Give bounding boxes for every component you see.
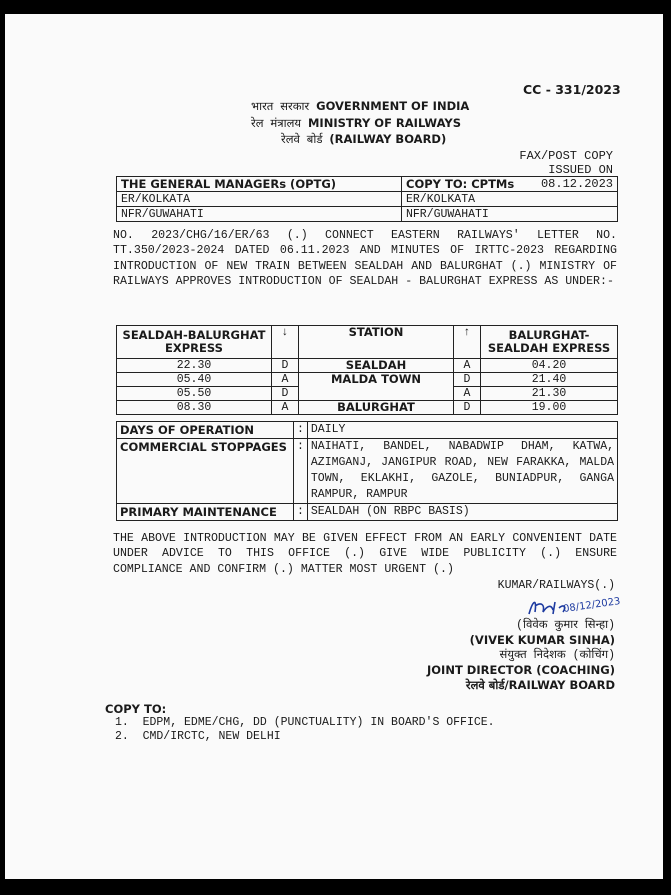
up-arrow-icon: ↑	[454, 326, 481, 359]
copy-cell: ER/KOLKATA	[402, 192, 618, 207]
ministry-english: MINISTRY OF RAILWAYS	[307, 115, 461, 130]
to-cell: ER/KOLKATA	[117, 192, 402, 207]
table-row	[117, 373, 618, 387]
copy-cell: NFR/GUWAHATI	[402, 207, 618, 222]
signature-block	[415, 596, 615, 693]
down-time: 08.30	[117, 401, 272, 415]
telegraphic-address: KUMAR/RAILWAYS(.)	[497, 579, 615, 592]
schedule-header-down-train: SEALDAH-BALURGHAT EXPRESS	[117, 326, 272, 359]
up-time: 04.20	[481, 359, 618, 373]
colon: :	[294, 439, 308, 504]
designation-hindi: संयुक्त निदेशक (कोचिंग)	[499, 649, 615, 662]
up-time: 21.30	[481, 387, 618, 401]
schedule-header-station: STATION	[299, 326, 454, 359]
office-name: रेलवे बोर्ड/RAILWAY BOARD	[465, 678, 615, 692]
table-row	[117, 422, 618, 439]
up-code: D	[454, 401, 481, 415]
document-page	[5, 14, 663, 879]
station-name: BALURGHAT	[299, 401, 454, 415]
table-row	[117, 439, 618, 504]
table-row	[117, 504, 618, 521]
copy-heading: COPY TO: CPTMs	[402, 177, 618, 192]
colon: :	[294, 422, 308, 439]
board-english: (RAILWAY BOARD)	[329, 132, 447, 146]
down-code: A	[272, 373, 299, 387]
down-time: 05.40	[117, 373, 272, 387]
up-code: A	[454, 359, 481, 373]
down-code: D	[272, 359, 299, 373]
gov-english: GOVERNMENT OF INDIA	[316, 99, 470, 113]
schedule-table	[116, 325, 618, 415]
table-row	[117, 401, 618, 415]
address-table	[116, 176, 618, 222]
signatory-name: (VIVEK KUMAR SINHA)	[469, 633, 615, 647]
designation: JOINT DIRECTOR (COACHING)	[427, 663, 615, 677]
up-code: D	[454, 373, 481, 387]
days-label: DAYS OF OPERATION	[117, 422, 294, 439]
maintenance-value: SEALDAH (ON RBPC BASIS)	[307, 504, 617, 521]
table-row	[117, 359, 618, 373]
letter-body: NO. 2023/CHG/16/ER/63 (.) CONNECT EASTERN RAILWAYS' LETTER NO. TT.350/2023-2024 DATED 06.11.2023 AND MINUTES OF IRTTC-2023 REGARDING INTRODUCTION OF NEW TRAIN BETWEEN SEALDAH AND BALURGHAT (.) MINISTRY OF RAILWAYS APPROVES INTRODUCTION OF SEALDAH - BALURGHAT EXPRESS AS UNDER:-	[113, 229, 617, 288]
list-item: 2. CMD/IRCTC, NEW DELHI	[115, 730, 281, 743]
signatory-name-hindi: (विवेक कुमार सिन्हा)	[516, 619, 615, 632]
down-time: 22.30	[117, 359, 272, 373]
board-hindi: रेलवे बोर्ड	[281, 134, 323, 147]
copy-to-section	[105, 702, 495, 744]
up-time: 21.40	[481, 373, 618, 387]
up-code: A	[454, 387, 481, 401]
reference-number: CC - 331/2023	[523, 82, 621, 97]
colon: :	[294, 504, 308, 521]
stoppages-label: COMMERCIAL STOPPAGES	[117, 439, 294, 504]
station-name: MALDA TOWN	[299, 373, 454, 401]
copy-to-heading: COPY TO:	[105, 702, 167, 716]
fax-label: FAX/POST COPY	[519, 149, 613, 163]
days-value: DAILY	[307, 422, 617, 439]
operation-details-table	[116, 421, 618, 521]
issued-date: ISSUED ON 08.12.2023	[540, 163, 613, 191]
gov-hindi: भारत सरकार	[251, 101, 310, 114]
schedule-header-up-train: BALURGHAT-SEALDAH EXPRESS	[481, 326, 618, 359]
letterhead	[251, 99, 469, 149]
up-time: 19.00	[481, 401, 618, 415]
down-arrow-icon: ↓	[272, 326, 299, 359]
down-time: 05.50	[117, 387, 272, 401]
ministry-hindi: रेल मंत्रालय	[251, 117, 302, 131]
signature-date: 08/12/2023	[562, 596, 622, 615]
down-code: A	[272, 401, 299, 415]
letter-body-closing: THE ABOVE INTRODUCTION MAY BE GIVEN EFFECT FROM AN EARLY CONVENIENT DATE UNDER ADVICE TO THIS OFFICE (.) GIVE WIDE PUBLICITY (.) ENSURE COMPLIANCE AND CONFIRM (.) MATTER MOST URGENT (.)	[113, 532, 617, 576]
station-name: SEALDAH	[299, 359, 454, 373]
down-code: D	[272, 387, 299, 401]
list-item: 1. EDPM, EDME/CHG, DD (PUNCTUALITY) IN BOARD'S OFFICE.	[115, 716, 495, 729]
stoppages-value: NAIHATI, BANDEL, NABADWIP DHAM, KATWA, AZIMGANJ, JANGIPUR ROAD, NEW FARAKKA, MALDA TOWN, EKLAKHI, GAZOLE, BUNIADPUR, GANGA RAMPUR, RAMPUR	[307, 439, 617, 504]
to-cell: NFR/GUWAHATI	[117, 207, 402, 222]
maintenance-label: PRIMARY MAINTENANCE	[117, 504, 294, 521]
to-heading: THE GENERAL MANAGERs (OPTG)	[117, 177, 402, 192]
